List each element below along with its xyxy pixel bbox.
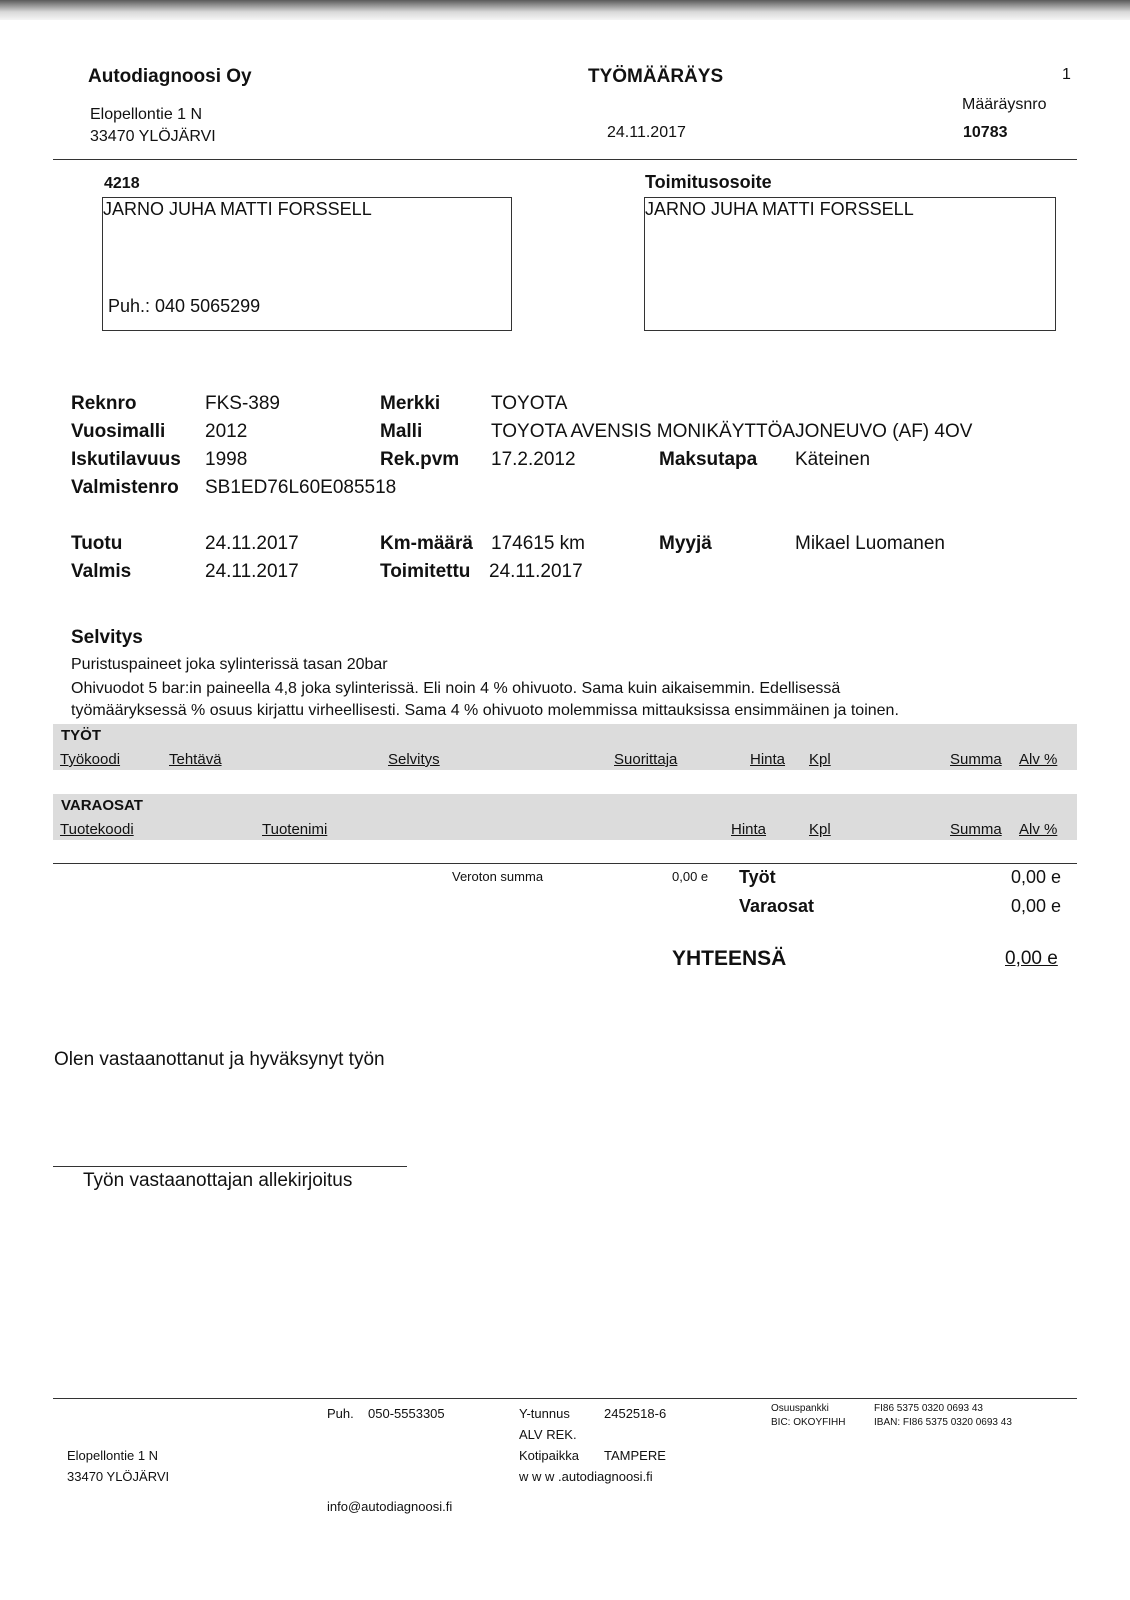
veroton-value: 0,00 e	[672, 869, 709, 884]
tyot-col-suorittaja: Suorittaja	[614, 751, 678, 768]
customer-number: 4218	[104, 175, 140, 192]
footer-divider	[53, 1398, 1077, 1399]
vuosimalli-value: 2012	[205, 421, 248, 442]
footer-phone-label: Puh.	[327, 1406, 354, 1421]
reknro-label: Reknro	[71, 393, 137, 414]
signature-line	[53, 1166, 407, 1167]
merkki-label: Merkki	[380, 393, 441, 414]
order-number: 10783	[963, 124, 1008, 141]
footer-bank-account: FI86 5375 0320 0693 43	[874, 1403, 983, 1414]
iskutilavuus-value: 1998	[205, 449, 248, 470]
footer-street: Elopellontie 1 N	[67, 1448, 159, 1463]
footer-kotipaikka-label: Kotipaikka	[519, 1448, 579, 1463]
reknro-value: FKS-389	[205, 393, 280, 414]
tyot-heading: TYÖT	[61, 727, 101, 744]
customer-name: JARNO JUHA MATTI FORSSELL	[103, 199, 372, 219]
selvitys-heading: Selvitys	[71, 627, 143, 648]
footer-alv: ALV REK.	[519, 1427, 577, 1442]
footer-ytunnus-label: Y-tunnus	[519, 1406, 570, 1421]
varaosat-col-kpl: Kpl	[809, 821, 831, 838]
tyot-col-alv: Alv %	[1019, 751, 1058, 768]
delivery-name: JARNO JUHA MATTI FORSSELL	[645, 199, 914, 219]
page-number: 1	[1062, 66, 1071, 83]
tyot-col-hinta: Hinta	[750, 751, 786, 768]
footer-phone: 050-5553305	[368, 1406, 445, 1421]
varaosat-col-tuotekoodi: Tuotekoodi	[60, 821, 134, 838]
varaosat-col-summa: Summa	[950, 821, 1002, 838]
tyot-col-kpl: Kpl	[809, 751, 831, 768]
valmistenro-label: Valmistenro	[71, 477, 179, 498]
company-street: Elopellontie 1 N	[90, 106, 203, 123]
myyja-value: Mikael Luomanen	[795, 533, 945, 554]
rekpvm-label: Rek.pvm	[380, 449, 460, 470]
tyot-col-summa: Summa	[950, 751, 1002, 768]
yhteensa-label: YHTEENSÄ	[672, 947, 787, 970]
footer-ytunnus: 2452518-6	[604, 1406, 667, 1421]
valmistenro-value: SB1ED76L60E085518	[205, 477, 397, 498]
order-number-label: Määräysnro	[962, 96, 1047, 113]
malli-label: Malli	[380, 421, 423, 442]
selvitys-line: Ohivuodot 5 bar:in paineella 4,8 joka sylinterissä. Eli noin 4 % ohivuoto. Sama kuin aikaisemmin. Edellisessä	[71, 680, 841, 697]
valmis-label: Valmis	[71, 561, 132, 582]
myyja-label: Myyjä	[659, 533, 712, 554]
tyot-col-tyokoodi: Työkoodi	[60, 751, 121, 768]
footer-email: info@autodiagnoosi.fi	[327, 1499, 453, 1514]
company-name: Autodiagnoosi Oy	[88, 66, 252, 87]
veroton-label: Veroton summa	[452, 869, 544, 884]
varaosat-total-label: Varaosat	[739, 896, 815, 916]
customer-box	[102, 197, 512, 331]
footer-kotipaikka: TAMPERE	[604, 1448, 666, 1463]
company-city: 33470 YLÖJÄRVI	[90, 128, 216, 145]
footer-bic: BIC: OKOYFIHH	[771, 1417, 846, 1428]
varaosat-col-hinta: Hinta	[731, 821, 767, 838]
vuosimalli-label: Vuosimalli	[71, 421, 166, 442]
selvitys-line: työmääryksessä % osuus kirjattu virheellisesti. Sama 4 % ohivuoto molemmissa mittauksissa ensimmäinen ja toinen.	[71, 702, 899, 719]
document-date: 24.11.2017	[607, 124, 686, 141]
totals-divider	[53, 863, 1077, 864]
varaosat-col-tuotenimi: Tuotenimi	[262, 821, 328, 838]
varaosat-table-header	[53, 794, 1077, 840]
rekpvm-value: 17.2.2012	[491, 449, 576, 470]
km-value: 174615 km	[491, 533, 586, 554]
tyot-col-tehtava: Tehtävä	[169, 751, 222, 768]
acceptance-text: Olen vastaanottanut ja hyväksynyt työn	[54, 1049, 385, 1070]
yhteensa-value: 0,00 e	[1005, 948, 1058, 969]
document-title: TYÖMÄÄRÄYS	[588, 66, 724, 87]
varaosat-col-alv: Alv %	[1019, 821, 1058, 838]
tuotu-label: Tuotu	[71, 533, 123, 554]
tyot-col-selvitys: Selvitys	[388, 751, 440, 768]
maksutapa-label: Maksutapa	[659, 449, 758, 470]
toimitettu-label: Toimitettu	[380, 561, 471, 582]
selvitys-line: Puristuspaineet joka sylinterissä tasan 20bar	[71, 656, 388, 673]
signature-label: Työn vastaanottajan allekirjoitus	[83, 1170, 353, 1191]
tyot-total-label: Työt	[739, 867, 776, 887]
malli-value: TOYOTA AVENSIS MONIKÄYTTÖAJONEUVO (AF) 4OV	[491, 421, 973, 442]
tyot-total-value: 0,00 e	[1011, 867, 1062, 887]
header-divider	[53, 159, 1077, 160]
customer-phone: Puh.: 040 5065299	[108, 296, 261, 316]
footer-bank: Osuuspankki	[771, 1403, 829, 1414]
valmis-value: 24.11.2017	[205, 561, 299, 582]
merkki-value: TOYOTA	[491, 393, 568, 414]
maksutapa-value: Käteinen	[795, 449, 871, 470]
iskutilavuus-label: Iskutilavuus	[71, 449, 181, 470]
varaosat-heading: VARAOSAT	[61, 797, 143, 814]
footer-city: 33470 YLÖJÄRVI	[67, 1469, 170, 1484]
delivery-heading: Toimitusosoite	[645, 172, 772, 192]
toimitettu-value: 24.11.2017	[489, 561, 583, 582]
km-label: Km-määrä	[380, 533, 473, 554]
delivery-box	[644, 197, 1056, 331]
footer-iban: IBAN: FI86 5375 0320 0693 43	[874, 1417, 1012, 1428]
footer-www: w w w .autodiagnoosi.fi	[519, 1469, 653, 1484]
varaosat-total-value: 0,00 e	[1011, 896, 1062, 916]
tuotu-value: 24.11.2017	[205, 533, 299, 554]
window-top-bar	[0, 0, 1130, 20]
